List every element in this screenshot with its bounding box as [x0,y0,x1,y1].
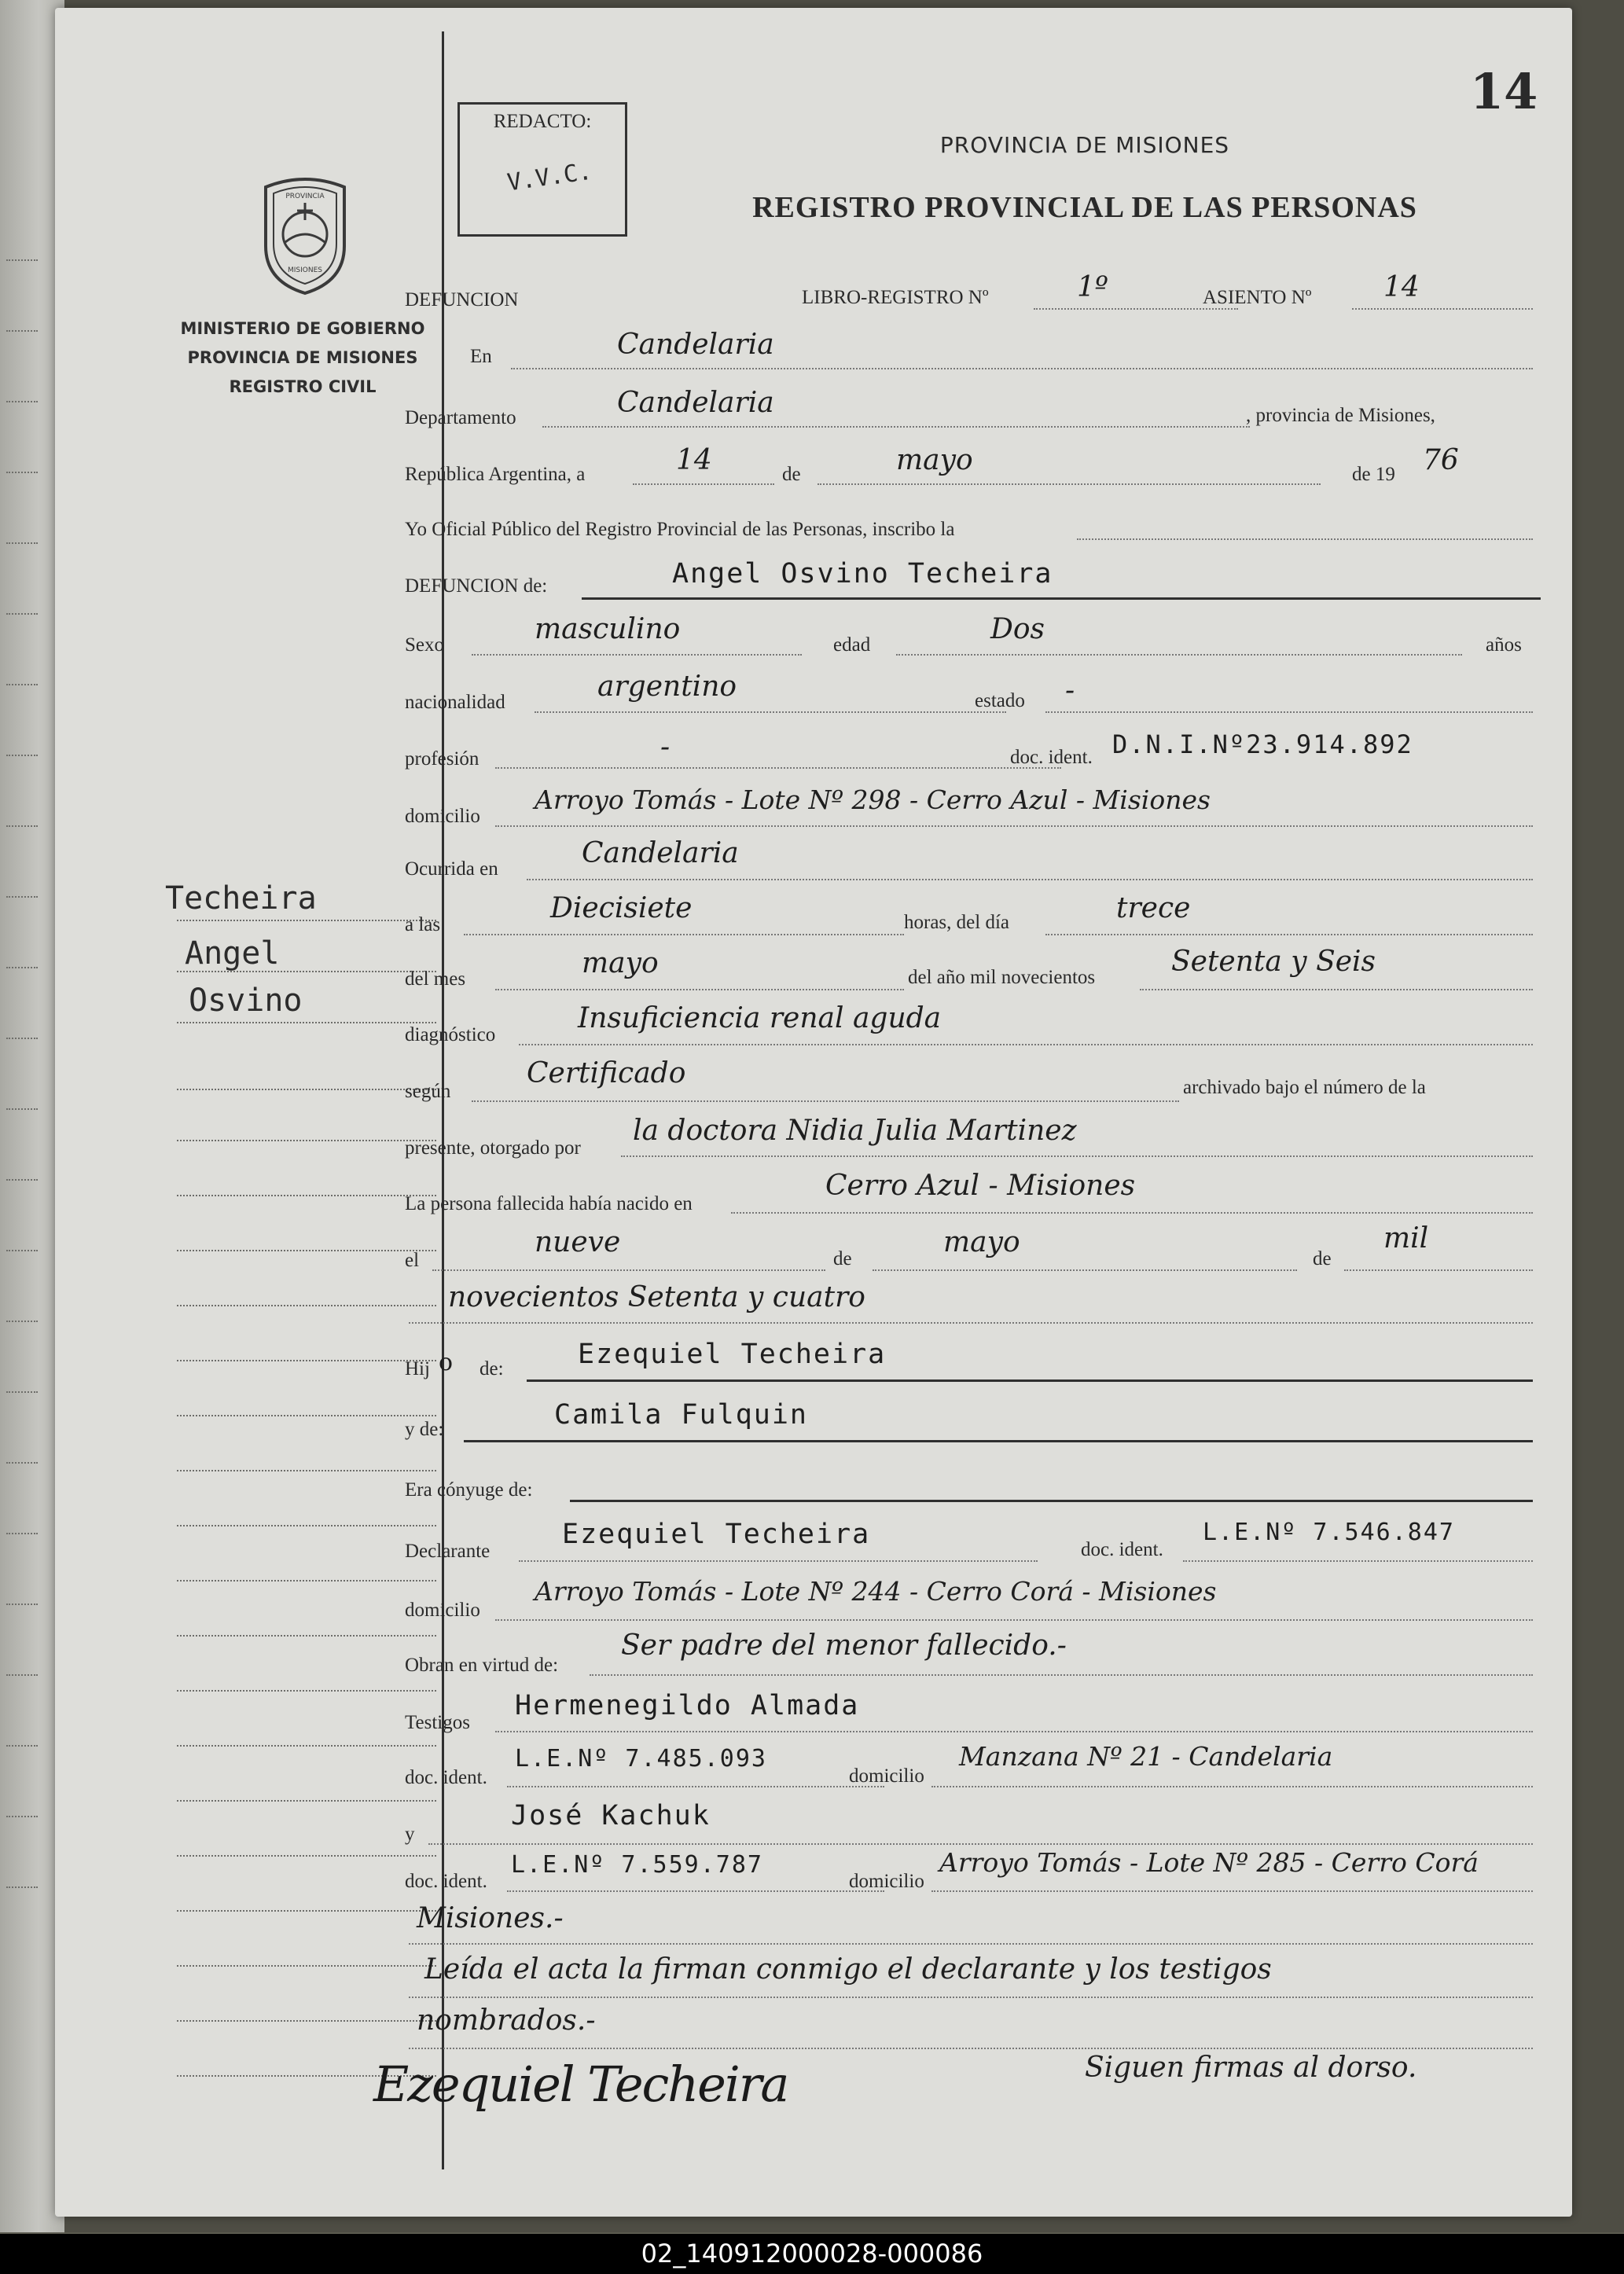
margin-line [177,1910,436,1912]
name-line [527,1379,1533,1382]
crest-text-top: PROVINCIA [285,193,325,200]
field-line [495,767,1061,769]
departamento-value: Candelaria [617,387,774,419]
nacionalidad-value: argentino [597,670,737,703]
archivado-label: archivado bajo el número de la [1183,1077,1426,1098]
left-page-dots [6,1179,38,1181]
a-las-value: Diecisiete [550,892,693,924]
sexo-value: masculino [535,613,681,645]
margin-line [177,1965,436,1967]
edad-value: Dos [990,613,1045,645]
redacto-box [457,102,627,237]
deceased-name: Angel Osvino Techeira [672,558,1053,590]
testigo1-doc-label: doc. ident. [405,1767,487,1788]
left-page-dots [6,967,38,968]
left-page-dots [6,330,38,332]
y-label: y [405,1824,415,1845]
testigo1-dom-value: Manzana Nº 21 - Candelaria [959,1741,1333,1772]
doc-ident-label: doc. ident. [1010,747,1093,768]
testigo2-dom-cont: Misiones.- [417,1902,564,1934]
name-line [582,597,1541,600]
nac-mes-value: mayo [943,1226,1020,1258]
obran-value: Ser padre del menor fallecido.- [621,1629,1067,1662]
left-page-dots [6,1038,38,1039]
margin-line [177,2020,436,2022]
margin-name-second: Osvino [189,983,303,1019]
padre-value: Ezequiel Techeira [578,1339,887,1370]
field-line [818,483,1321,485]
nac-dia-value: nueve [535,1226,621,1258]
left-page-dots [6,1250,38,1251]
a-las-label: a las [405,914,441,935]
left-page-dots [6,1604,38,1605]
field-line [1045,934,1533,935]
field-line [472,654,802,656]
nac-de2-label: de [1313,1248,1332,1269]
horas-value: trece [1116,892,1191,924]
left-page-dots [6,1391,38,1393]
margin-line [177,1690,436,1692]
oficial-text: Yo Oficial Público del Registro Provincial de las Personas, inscribo la [405,519,955,540]
del-anio-value: Setenta y Seis [1171,946,1376,978]
field-line [590,1674,1533,1676]
left-page-dots [6,1462,38,1464]
departamento-label: Departamento [405,407,516,428]
field-line [621,1155,1533,1157]
mes-value: mayo [896,444,973,476]
margin-line [177,1525,436,1526]
testigos-label: Testigos [405,1712,470,1733]
declarante-label: Declarante [405,1541,491,1562]
left-page-dots [6,684,38,685]
segun-value: Certificado [527,1057,686,1089]
footer-code: 02_140912000028-000086 [0,2234,1624,2274]
field-line [409,1997,1533,1998]
anos-label: años [1486,634,1522,656]
field-line [511,368,1533,369]
field-line [731,1212,1533,1214]
field-line [1077,538,1533,540]
testigo1-value: Hermenegildo Almada [515,1690,860,1721]
field-line [1352,308,1533,310]
testigo2-dom-label: domicilio [849,1871,924,1892]
testigo1-dom-label: domicilio [849,1765,924,1787]
field-line [931,1890,1533,1892]
field-line [1344,1269,1533,1271]
field-line [495,825,1533,827]
field-line [495,1619,1533,1621]
sexo-label: Sexo [405,634,444,656]
nacionalidad-label: nacionalidad [405,692,505,713]
leida-line2: nombrados.- [417,2004,596,2037]
field-line [495,989,904,990]
nacido-value: Cerro Azul - Misiones [825,1170,1136,1202]
crest-icon [250,171,360,297]
en-label: En [470,346,492,367]
declarante-signature: Ezequiel Techeira [373,2055,788,2113]
margin-line [177,1800,436,1802]
page-number: 14 [1470,63,1538,120]
field-line [432,1269,825,1271]
left-page-dots [6,542,38,544]
field-line [1183,1560,1533,1562]
libro-label: LIBRO-REGISTRO Nº [802,287,989,308]
leida-line1: Leída el acta la firman conmigo el declarante y los testigos [424,1953,1272,1986]
madre-value: Camila Fulquin [554,1399,809,1431]
ministry-line2: PROVINCIA DE MISIONES [187,348,418,367]
asiento-value: 14 [1383,271,1420,303]
estado-value: - [1065,674,1075,707]
diagnostico-value: Insuficiencia renal aguda [578,1002,942,1034]
provincia-suffix: , provincia de Misiones, [1246,405,1435,426]
field-line [428,1843,1533,1845]
asiento-label: ASIENTO Nº [1203,287,1312,308]
margin-name-first: Angel [185,935,280,972]
ocurrida-label: Ocurrida en [405,858,498,880]
anio-value: 76 [1423,444,1459,476]
field-line [409,1322,1533,1324]
field-line [633,483,774,485]
defuncion-label: DEFUNCION [405,289,519,310]
document-sheet [55,8,1572,2217]
hijo-de-label: de: [479,1358,504,1379]
libro-value: 1º [1077,271,1108,303]
margin-line [177,1855,436,1857]
field-line [542,426,1250,428]
diagnostico-label: diagnóstico [405,1024,496,1045]
de-label: de [782,464,801,485]
declarante-doc-value: L.E.Nº 7.546.847 [1203,1519,1455,1546]
field-line [507,1890,884,1892]
name-line [570,1500,1533,1502]
field-line [1045,711,1533,713]
margin-line [177,1470,436,1471]
province-heading: PROVINCIA DE MISIONES [939,132,1230,158]
crest-text-bottom: MISIONES [287,266,323,274]
declarante-dom-label: domicilio [405,1600,480,1621]
ocurrida-value: Candelaria [582,837,739,869]
estado-label: estado [975,690,1025,711]
declarante-dom-value: Arroyo Tomás - Lote Nº 244 - Cerro Corá - Misiones [535,1576,1217,1607]
ministry-line1: MINISTERIO DE GOBIERNO [180,319,425,338]
presente-label: presente, otorgado por [405,1137,581,1159]
field-line [931,1786,1533,1787]
testigo2-dom-value: Arroyo Tomás - Lote Nº 285 - Cerro Corá [939,1847,1479,1878]
segun-label: según [405,1081,451,1102]
left-page-dots [6,613,38,615]
declarante-doc-label: doc. ident. [1081,1539,1163,1560]
testigo2-doc-label: doc. ident. [405,1871,487,1892]
field-line [535,711,1006,713]
y-de-label: y de: [405,1419,444,1440]
margin-line [177,1140,436,1141]
domicilio-label: domicilio [405,806,480,827]
dia-value: 14 [676,444,712,476]
field-line [495,1731,1533,1732]
margin-line [177,1635,436,1637]
margin-line [177,1745,436,1747]
profesion-value: - [660,731,671,763]
profesion-label: profesión [405,748,479,770]
field-line [519,1044,1533,1045]
left-page-dots [6,755,38,756]
nac-mil-value: mil [1383,1222,1429,1255]
registry-title: REGISTRO PROVINCIAL DE LAS PERSONAS [752,191,1417,224]
conyuge-label: Era cónyuge de: [405,1479,533,1501]
name-line [464,1440,1533,1442]
doc-ident-value: D.N.I.Nº23.914.892 [1112,729,1413,759]
en-value: Candelaria [617,329,774,361]
el-label: el [405,1250,420,1271]
field-line [409,2048,1533,2049]
margin-line [177,1305,436,1306]
del-mes-value: mayo [582,947,659,979]
left-page-dots [6,896,38,898]
domicilio-value: Arroyo Tomás - Lote Nº 298 - Cerro Azul - Misiones [535,784,1211,815]
left-page-dots [6,1886,38,1888]
testigo2-doc-value: L.E.Nº 7.559.787 [511,1851,763,1879]
nacido-label: La persona fallecida había nacido en [405,1193,693,1214]
hijo-label: Hij [405,1358,430,1379]
redacto-value: V.V.C. [505,157,594,197]
testigo1-doc-value: L.E.Nº 7.485.093 [515,1745,767,1773]
left-page-dots [6,1745,38,1747]
field-line [519,1560,1038,1562]
republica-label: República Argentina, a [405,464,586,485]
anio-label: de 19 [1352,464,1395,485]
margin-line [177,1580,436,1582]
field-line [527,879,1533,880]
field-line [507,1786,884,1787]
field-line [472,1100,1179,1102]
horas-label: horas, del día [904,912,1009,933]
hijo-suffix: o [439,1349,454,1376]
field-line [409,1943,1533,1945]
margin-line [177,920,436,921]
left-page-dots [6,401,38,402]
margin-line [177,1089,436,1090]
field-line [1140,989,1533,990]
left-page-dots [6,472,38,473]
left-page-dots [6,825,38,827]
margin-name-surname: Techeira [165,880,317,917]
del-mes-label: del mes [405,968,466,990]
ministry-block [173,314,432,402]
obran-label: Obran en virtud de: [405,1655,559,1676]
nac-anio-value: novecientos Setenta y cuatro [448,1281,865,1313]
left-page-dots [6,1533,38,1534]
siguen-firmas: Siguen firmas al dorso. [1085,2052,1417,2084]
field-line [896,654,1462,656]
defuncion-de-label: DEFUNCION de: [405,575,548,597]
margin-line [177,1360,436,1361]
nac-de1-label: de [833,1248,852,1269]
edad-label: edad [833,634,871,656]
left-page-dots [6,1674,38,1676]
field-line [464,934,904,935]
left-page-dots [6,1816,38,1817]
margin-line [177,1250,436,1251]
left-page-dots [6,1108,38,1110]
field-line [873,1269,1297,1271]
del-anio-label: del año mil novecientos [908,967,1096,988]
presente-value: la doctora Nidia Julia Martinez [633,1115,1077,1147]
margin-line [177,1022,436,1023]
redacto-label: REDACTO: [493,111,592,132]
declarante-value: Ezequiel Techeira [562,1519,871,1550]
left-page-dots [6,259,38,261]
left-page-dots [6,1321,38,1322]
testigo2-value: José Kachuk [511,1800,711,1831]
margin-line [177,1195,436,1196]
ministry-line3: REGISTRO CIVIL [229,377,377,396]
margin-line [177,1415,436,1416]
